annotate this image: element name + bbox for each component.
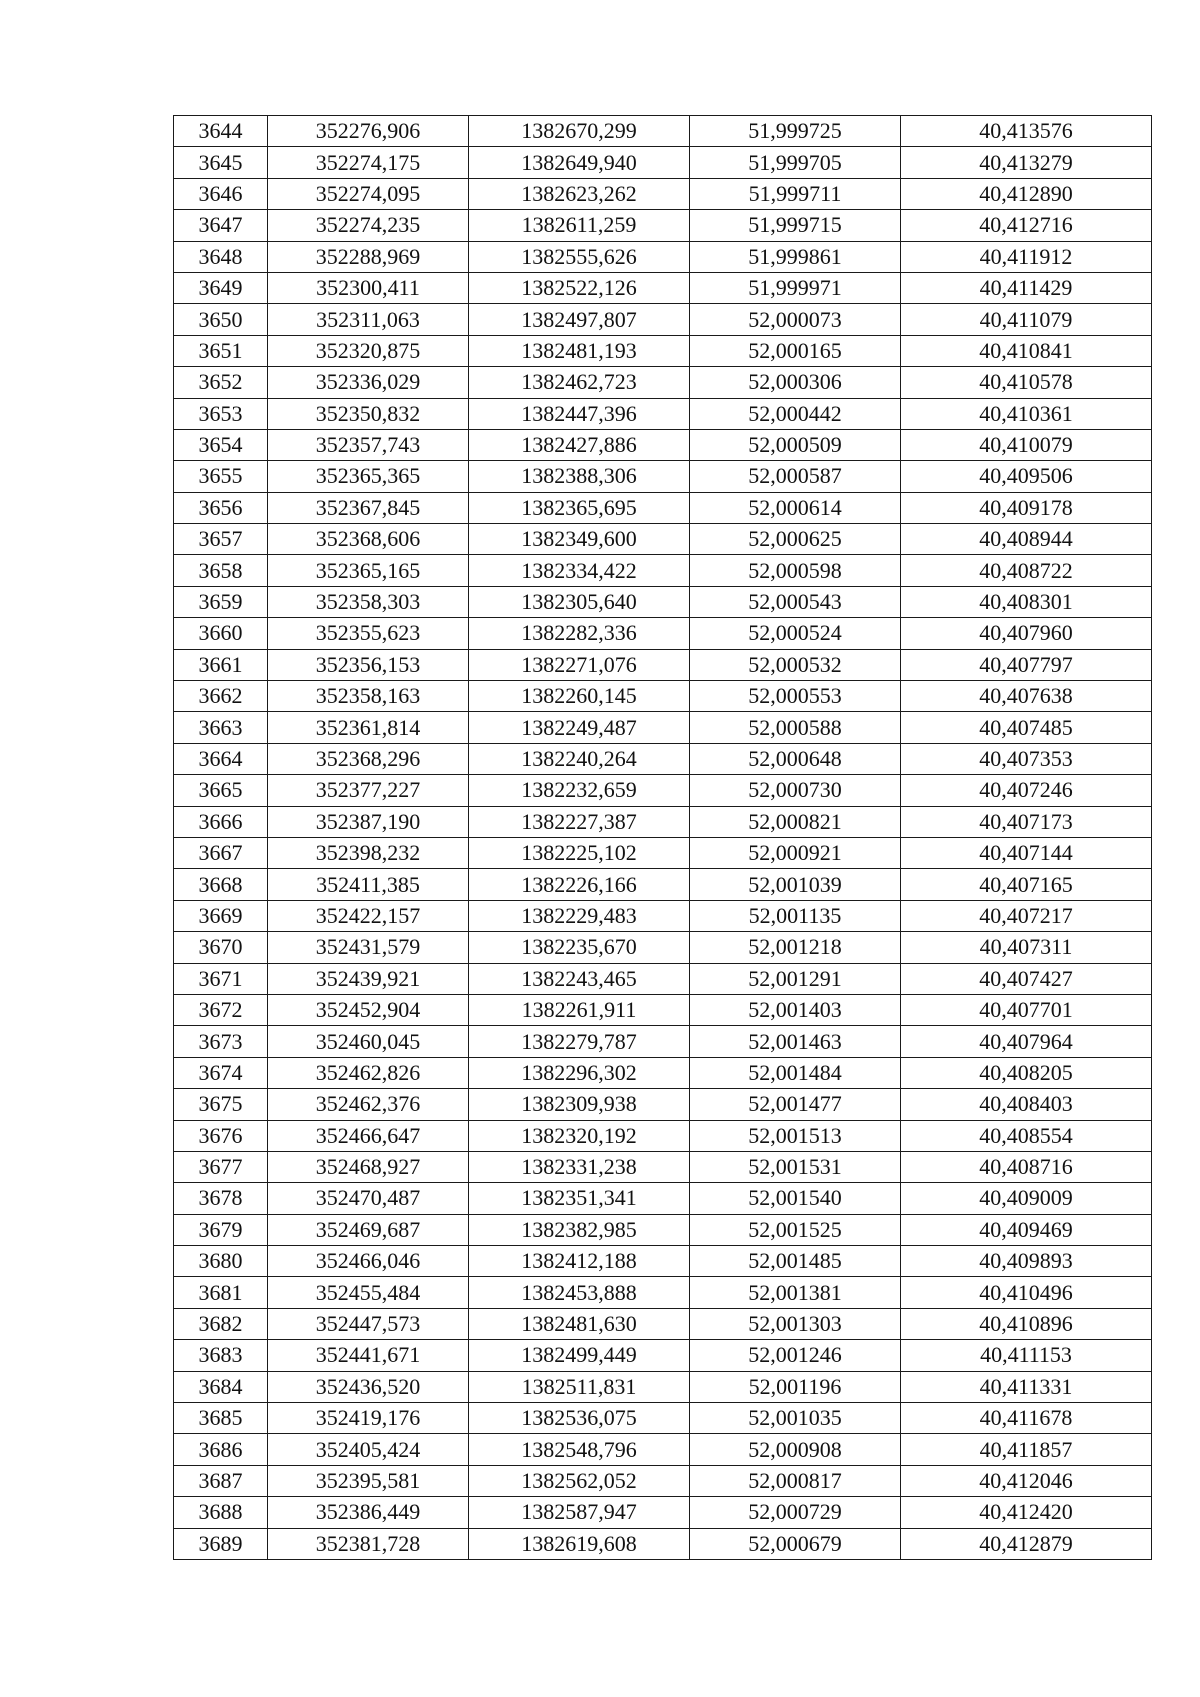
point-number-cell: 3664 <box>174 743 268 774</box>
y-coordinate-cell: 1382249,487 <box>469 712 690 743</box>
coordinates-table <box>173 115 1152 1560</box>
y-coordinate-cell: 1382427,886 <box>469 429 690 460</box>
y-coordinate-cell: 1382305,640 <box>469 586 690 617</box>
longitude-cell: 52,000729 <box>690 1497 901 1528</box>
latitude-cell: 40,407173 <box>901 806 1152 837</box>
y-coordinate-cell: 1382279,787 <box>469 1026 690 1057</box>
point-number-cell: 3677 <box>174 1151 268 1182</box>
y-coordinate-cell: 1382261,911 <box>469 994 690 1025</box>
table-row <box>174 398 1152 429</box>
table-row <box>174 335 1152 366</box>
longitude-cell: 52,000679 <box>690 1528 901 1559</box>
point-number-cell: 3673 <box>174 1026 268 1057</box>
latitude-cell: 40,409178 <box>901 492 1152 523</box>
latitude-cell: 40,407217 <box>901 900 1152 931</box>
y-coordinate-cell: 1382240,264 <box>469 743 690 774</box>
point-number-cell: 3645 <box>174 147 268 178</box>
longitude-cell: 52,001540 <box>690 1183 901 1214</box>
longitude-cell: 52,000730 <box>690 775 901 806</box>
table-row <box>174 712 1152 743</box>
table-row <box>174 178 1152 209</box>
x-coordinate-cell: 352455,484 <box>268 1277 469 1308</box>
latitude-cell: 40,411678 <box>901 1403 1152 1434</box>
x-coordinate-cell: 352365,365 <box>268 461 469 492</box>
point-number-cell: 3685 <box>174 1403 268 1434</box>
y-coordinate-cell: 1382235,670 <box>469 932 690 963</box>
x-coordinate-cell: 352466,647 <box>268 1120 469 1151</box>
longitude-cell: 52,000532 <box>690 649 901 680</box>
latitude-cell: 40,407638 <box>901 681 1152 712</box>
y-coordinate-cell: 1382349,600 <box>469 524 690 555</box>
y-coordinate-cell: 1382331,238 <box>469 1151 690 1182</box>
longitude-cell: 51,999705 <box>690 147 901 178</box>
longitude-cell: 51,999715 <box>690 210 901 241</box>
point-number-cell: 3676 <box>174 1120 268 1151</box>
y-coordinate-cell: 1382481,193 <box>469 335 690 366</box>
table-row <box>174 806 1152 837</box>
point-number-cell: 3650 <box>174 304 268 335</box>
latitude-cell: 40,407964 <box>901 1026 1152 1057</box>
point-number-cell: 3668 <box>174 869 268 900</box>
table-row <box>174 618 1152 649</box>
latitude-cell: 40,411912 <box>901 241 1152 272</box>
x-coordinate-cell: 352377,227 <box>268 775 469 806</box>
y-coordinate-cell: 1382334,422 <box>469 555 690 586</box>
point-number-cell: 3656 <box>174 492 268 523</box>
longitude-cell: 52,000524 <box>690 618 901 649</box>
longitude-cell: 52,001035 <box>690 1403 901 1434</box>
x-coordinate-cell: 352381,728 <box>268 1528 469 1559</box>
point-number-cell: 3644 <box>174 116 268 147</box>
latitude-cell: 40,410578 <box>901 367 1152 398</box>
table-row <box>174 367 1152 398</box>
y-coordinate-cell: 1382649,940 <box>469 147 690 178</box>
table-row <box>174 900 1152 931</box>
latitude-cell: 40,408722 <box>901 555 1152 586</box>
x-coordinate-cell: 352276,906 <box>268 116 469 147</box>
y-coordinate-cell: 1382511,831 <box>469 1371 690 1402</box>
point-number-cell: 3655 <box>174 461 268 492</box>
table-row <box>174 1465 1152 1496</box>
latitude-cell: 40,407960 <box>901 618 1152 649</box>
table-row <box>174 1026 1152 1057</box>
longitude-cell: 51,999971 <box>690 272 901 303</box>
x-coordinate-cell: 352447,573 <box>268 1308 469 1339</box>
point-number-cell: 3680 <box>174 1246 268 1277</box>
table-row <box>174 1434 1152 1465</box>
table-row <box>174 1497 1152 1528</box>
x-coordinate-cell: 352439,921 <box>268 963 469 994</box>
y-coordinate-cell: 1382548,796 <box>469 1434 690 1465</box>
latitude-cell: 40,407797 <box>901 649 1152 680</box>
x-coordinate-cell: 352368,296 <box>268 743 469 774</box>
x-coordinate-cell: 352386,449 <box>268 1497 469 1528</box>
y-coordinate-cell: 1382447,396 <box>469 398 690 429</box>
point-number-cell: 3682 <box>174 1308 268 1339</box>
longitude-cell: 51,999725 <box>690 116 901 147</box>
y-coordinate-cell: 1382536,075 <box>469 1403 690 1434</box>
longitude-cell: 52,000306 <box>690 367 901 398</box>
table-row <box>174 1246 1152 1277</box>
y-coordinate-cell: 1382271,076 <box>469 649 690 680</box>
x-coordinate-cell: 352350,832 <box>268 398 469 429</box>
latitude-cell: 40,407353 <box>901 743 1152 774</box>
x-coordinate-cell: 352398,232 <box>268 837 469 868</box>
latitude-cell: 40,408205 <box>901 1057 1152 1088</box>
longitude-cell: 51,999861 <box>690 241 901 272</box>
longitude-cell: 51,999711 <box>690 178 901 209</box>
table-row <box>174 1277 1152 1308</box>
longitude-cell: 52,001463 <box>690 1026 901 1057</box>
y-coordinate-cell: 1382227,387 <box>469 806 690 837</box>
x-coordinate-cell: 352462,376 <box>268 1089 469 1120</box>
point-number-cell: 3669 <box>174 900 268 931</box>
y-coordinate-cell: 1382351,341 <box>469 1183 690 1214</box>
y-coordinate-cell: 1382619,608 <box>469 1528 690 1559</box>
latitude-cell: 40,412879 <box>901 1528 1152 1559</box>
latitude-cell: 40,413576 <box>901 116 1152 147</box>
point-number-cell: 3663 <box>174 712 268 743</box>
table-row <box>174 555 1152 586</box>
x-coordinate-cell: 352468,927 <box>268 1151 469 1182</box>
table-row <box>174 1371 1152 1402</box>
table-row <box>174 1089 1152 1120</box>
longitude-cell: 52,000165 <box>690 335 901 366</box>
longitude-cell: 52,000588 <box>690 712 901 743</box>
latitude-cell: 40,410361 <box>901 398 1152 429</box>
x-coordinate-cell: 352395,581 <box>268 1465 469 1496</box>
latitude-cell: 40,411331 <box>901 1371 1152 1402</box>
longitude-cell: 52,000543 <box>690 586 901 617</box>
latitude-cell: 40,407144 <box>901 837 1152 868</box>
longitude-cell: 52,001218 <box>690 932 901 963</box>
table-row <box>174 994 1152 1025</box>
longitude-cell: 52,000614 <box>690 492 901 523</box>
table-row <box>174 681 1152 712</box>
y-coordinate-cell: 1382309,938 <box>469 1089 690 1120</box>
point-number-cell: 3649 <box>174 272 268 303</box>
latitude-cell: 40,408403 <box>901 1089 1152 1120</box>
y-coordinate-cell: 1382623,262 <box>469 178 690 209</box>
table-row <box>174 304 1152 335</box>
longitude-cell: 52,001484 <box>690 1057 901 1088</box>
longitude-cell: 52,001246 <box>690 1340 901 1371</box>
x-coordinate-cell: 352357,743 <box>268 429 469 460</box>
latitude-cell: 40,412046 <box>901 1465 1152 1496</box>
latitude-cell: 40,412420 <box>901 1497 1152 1528</box>
x-coordinate-cell: 352356,153 <box>268 649 469 680</box>
latitude-cell: 40,410841 <box>901 335 1152 366</box>
latitude-cell: 40,411429 <box>901 272 1152 303</box>
point-number-cell: 3653 <box>174 398 268 429</box>
x-coordinate-cell: 352274,235 <box>268 210 469 241</box>
x-coordinate-cell: 352441,671 <box>268 1340 469 1371</box>
x-coordinate-cell: 352367,845 <box>268 492 469 523</box>
point-number-cell: 3675 <box>174 1089 268 1120</box>
latitude-cell: 40,413279 <box>901 147 1152 178</box>
x-coordinate-cell: 352470,487 <box>268 1183 469 1214</box>
latitude-cell: 40,407311 <box>901 932 1152 963</box>
x-coordinate-cell: 352311,063 <box>268 304 469 335</box>
y-coordinate-cell: 1382587,947 <box>469 1497 690 1528</box>
point-number-cell: 3662 <box>174 681 268 712</box>
x-coordinate-cell: 352419,176 <box>268 1403 469 1434</box>
longitude-cell: 52,000648 <box>690 743 901 774</box>
latitude-cell: 40,409469 <box>901 1214 1152 1245</box>
x-coordinate-cell: 352411,385 <box>268 869 469 900</box>
y-coordinate-cell: 1382226,166 <box>469 869 690 900</box>
x-coordinate-cell: 352358,163 <box>268 681 469 712</box>
longitude-cell: 52,001403 <box>690 994 901 1025</box>
table-row <box>174 1340 1152 1371</box>
latitude-cell: 40,407246 <box>901 775 1152 806</box>
table-row <box>174 1308 1152 1339</box>
point-number-cell: 3652 <box>174 367 268 398</box>
x-coordinate-cell: 352387,190 <box>268 806 469 837</box>
point-number-cell: 3667 <box>174 837 268 868</box>
table-row <box>174 461 1152 492</box>
point-number-cell: 3665 <box>174 775 268 806</box>
y-coordinate-cell: 1382555,626 <box>469 241 690 272</box>
latitude-cell: 40,408944 <box>901 524 1152 555</box>
x-coordinate-cell: 352365,165 <box>268 555 469 586</box>
point-number-cell: 3661 <box>174 649 268 680</box>
point-number-cell: 3651 <box>174 335 268 366</box>
x-coordinate-cell: 352274,175 <box>268 147 469 178</box>
point-number-cell: 3671 <box>174 963 268 994</box>
point-number-cell: 3688 <box>174 1497 268 1528</box>
y-coordinate-cell: 1382365,695 <box>469 492 690 523</box>
latitude-cell: 40,409893 <box>901 1246 1152 1277</box>
latitude-cell: 40,410896 <box>901 1308 1152 1339</box>
table-row <box>174 147 1152 178</box>
y-coordinate-cell: 1382481,630 <box>469 1308 690 1339</box>
table-row <box>174 649 1152 680</box>
y-coordinate-cell: 1382388,306 <box>469 461 690 492</box>
point-number-cell: 3681 <box>174 1277 268 1308</box>
point-number-cell: 3687 <box>174 1465 268 1496</box>
longitude-cell: 52,000553 <box>690 681 901 712</box>
latitude-cell: 40,409506 <box>901 461 1152 492</box>
longitude-cell: 52,000817 <box>690 1465 901 1496</box>
point-number-cell: 3674 <box>174 1057 268 1088</box>
point-number-cell: 3659 <box>174 586 268 617</box>
point-number-cell: 3684 <box>174 1371 268 1402</box>
y-coordinate-cell: 1382282,336 <box>469 618 690 649</box>
y-coordinate-cell: 1382562,052 <box>469 1465 690 1496</box>
longitude-cell: 52,001513 <box>690 1120 901 1151</box>
longitude-cell: 52,001303 <box>690 1308 901 1339</box>
table-row <box>174 743 1152 774</box>
x-coordinate-cell: 352466,046 <box>268 1246 469 1277</box>
latitude-cell: 40,407427 <box>901 963 1152 994</box>
longitude-cell: 52,001039 <box>690 869 901 900</box>
longitude-cell: 52,001531 <box>690 1151 901 1182</box>
y-coordinate-cell: 1382412,188 <box>469 1246 690 1277</box>
latitude-cell: 40,407485 <box>901 712 1152 743</box>
table-row <box>174 241 1152 272</box>
point-number-cell: 3689 <box>174 1528 268 1559</box>
longitude-cell: 52,000442 <box>690 398 901 429</box>
table-row <box>174 869 1152 900</box>
table-row <box>174 963 1152 994</box>
y-coordinate-cell: 1382522,126 <box>469 272 690 303</box>
point-number-cell: 3670 <box>174 932 268 963</box>
table-row <box>174 586 1152 617</box>
latitude-cell: 40,408716 <box>901 1151 1152 1182</box>
point-number-cell: 3678 <box>174 1183 268 1214</box>
x-coordinate-cell: 352422,157 <box>268 900 469 931</box>
x-coordinate-cell: 352452,904 <box>268 994 469 1025</box>
y-coordinate-cell: 1382499,449 <box>469 1340 690 1371</box>
point-number-cell: 3666 <box>174 806 268 837</box>
longitude-cell: 52,001291 <box>690 963 901 994</box>
latitude-cell: 40,410079 <box>901 429 1152 460</box>
longitude-cell: 52,000625 <box>690 524 901 555</box>
longitude-cell: 52,000921 <box>690 837 901 868</box>
longitude-cell: 52,001196 <box>690 1371 901 1402</box>
table-row <box>174 1057 1152 1088</box>
latitude-cell: 40,411153 <box>901 1340 1152 1371</box>
x-coordinate-cell: 352469,687 <box>268 1214 469 1245</box>
table-row <box>174 1214 1152 1245</box>
longitude-cell: 52,000598 <box>690 555 901 586</box>
point-number-cell: 3647 <box>174 210 268 241</box>
x-coordinate-cell: 352405,424 <box>268 1434 469 1465</box>
x-coordinate-cell: 352460,045 <box>268 1026 469 1057</box>
x-coordinate-cell: 352436,520 <box>268 1371 469 1402</box>
point-number-cell: 3660 <box>174 618 268 649</box>
y-coordinate-cell: 1382296,302 <box>469 1057 690 1088</box>
longitude-cell: 52,000509 <box>690 429 901 460</box>
point-number-cell: 3646 <box>174 178 268 209</box>
y-coordinate-cell: 1382453,888 <box>469 1277 690 1308</box>
table-row <box>174 837 1152 868</box>
table-row <box>174 524 1152 555</box>
table-row <box>174 1151 1152 1182</box>
longitude-cell: 52,001381 <box>690 1277 901 1308</box>
point-number-cell: 3654 <box>174 429 268 460</box>
x-coordinate-cell: 352300,411 <box>268 272 469 303</box>
x-coordinate-cell: 352320,875 <box>268 335 469 366</box>
latitude-cell: 40,410496 <box>901 1277 1152 1308</box>
table-row <box>174 775 1152 806</box>
y-coordinate-cell: 1382611,259 <box>469 210 690 241</box>
latitude-cell: 40,408301 <box>901 586 1152 617</box>
table-row <box>174 1120 1152 1151</box>
x-coordinate-cell: 352355,623 <box>268 618 469 649</box>
point-number-cell: 3648 <box>174 241 268 272</box>
point-number-cell: 3683 <box>174 1340 268 1371</box>
table-row <box>174 492 1152 523</box>
longitude-cell: 52,000073 <box>690 304 901 335</box>
latitude-cell: 40,412890 <box>901 178 1152 209</box>
longitude-cell: 52,001485 <box>690 1246 901 1277</box>
point-number-cell: 3686 <box>174 1434 268 1465</box>
y-coordinate-cell: 1382497,807 <box>469 304 690 335</box>
y-coordinate-cell: 1382232,659 <box>469 775 690 806</box>
latitude-cell: 40,407165 <box>901 869 1152 900</box>
table-row <box>174 1183 1152 1214</box>
y-coordinate-cell: 1382225,102 <box>469 837 690 868</box>
x-coordinate-cell: 352336,029 <box>268 367 469 398</box>
x-coordinate-cell: 352431,579 <box>268 932 469 963</box>
point-number-cell: 3672 <box>174 994 268 1025</box>
latitude-cell: 40,408554 <box>901 1120 1152 1151</box>
y-coordinate-cell: 1382260,145 <box>469 681 690 712</box>
y-coordinate-cell: 1382320,192 <box>469 1120 690 1151</box>
table-row <box>174 210 1152 241</box>
latitude-cell: 40,412716 <box>901 210 1152 241</box>
table-row <box>174 932 1152 963</box>
table-row <box>174 116 1152 147</box>
x-coordinate-cell: 352361,814 <box>268 712 469 743</box>
latitude-cell: 40,409009 <box>901 1183 1152 1214</box>
x-coordinate-cell: 352288,969 <box>268 241 469 272</box>
y-coordinate-cell: 1382462,723 <box>469 367 690 398</box>
y-coordinate-cell: 1382229,483 <box>469 900 690 931</box>
longitude-cell: 52,001525 <box>690 1214 901 1245</box>
y-coordinate-cell: 1382243,465 <box>469 963 690 994</box>
table-row <box>174 1403 1152 1434</box>
x-coordinate-cell: 352462,826 <box>268 1057 469 1088</box>
longitude-cell: 52,000587 <box>690 461 901 492</box>
x-coordinate-cell: 352274,095 <box>268 178 469 209</box>
table-row <box>174 272 1152 303</box>
coordinates-table-body <box>174 116 1152 1560</box>
y-coordinate-cell: 1382670,299 <box>469 116 690 147</box>
latitude-cell: 40,407701 <box>901 994 1152 1025</box>
point-number-cell: 3679 <box>174 1214 268 1245</box>
point-number-cell: 3658 <box>174 555 268 586</box>
latitude-cell: 40,411079 <box>901 304 1152 335</box>
longitude-cell: 52,000908 <box>690 1434 901 1465</box>
longitude-cell: 52,000821 <box>690 806 901 837</box>
y-coordinate-cell: 1382382,985 <box>469 1214 690 1245</box>
point-number-cell: 3657 <box>174 524 268 555</box>
x-coordinate-cell: 352368,606 <box>268 524 469 555</box>
table-row <box>174 429 1152 460</box>
table-row <box>174 1528 1152 1559</box>
latitude-cell: 40,411857 <box>901 1434 1152 1465</box>
longitude-cell: 52,001135 <box>690 900 901 931</box>
longitude-cell: 52,001477 <box>690 1089 901 1120</box>
x-coordinate-cell: 352358,303 <box>268 586 469 617</box>
